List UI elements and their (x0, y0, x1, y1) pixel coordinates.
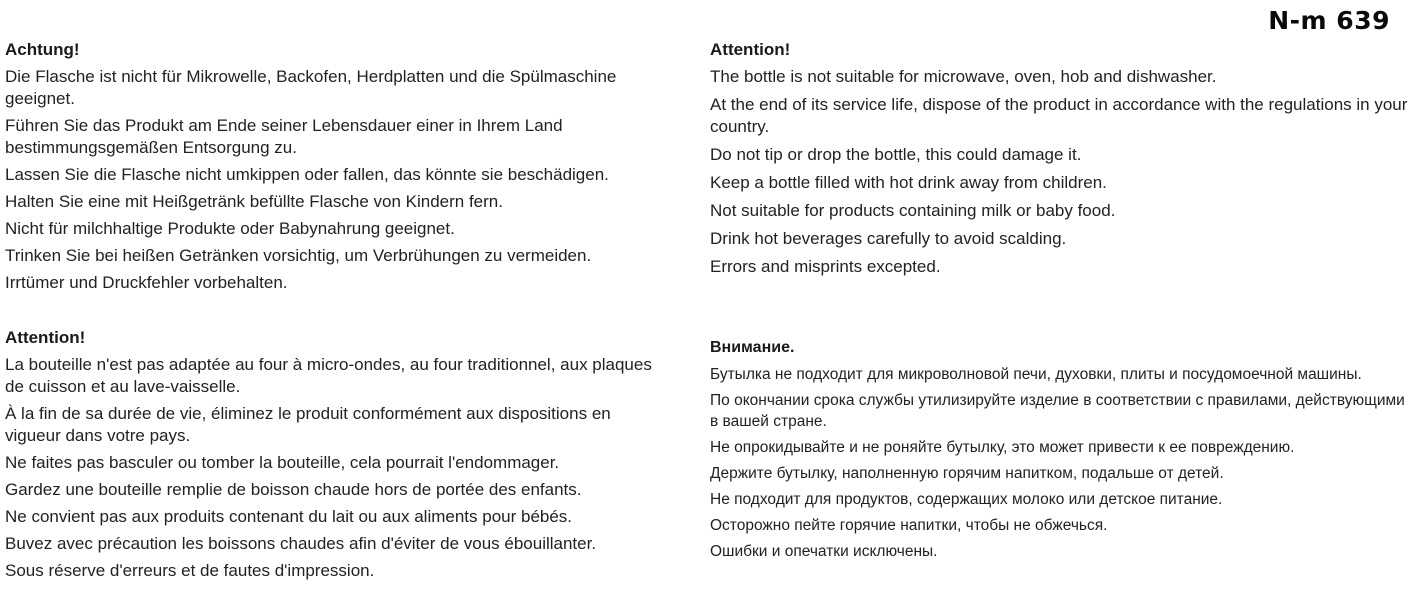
document-code: N-m 639 (1268, 6, 1390, 35)
warning-paragraph: Trinken Sie bei heißen Getränken vorsichtig, um Verbrühungen zu vermeiden. (5, 246, 592, 265)
section-russian-title: Внимание. (710, 339, 795, 356)
warning-paragraph: Do not tip or drop the bottle, this could damage it. (710, 145, 1082, 164)
section-english-title: Attention! (710, 40, 791, 59)
warning-paragraph: Не подходит для продуктов, содержащих молоко или детское питание. (710, 491, 1223, 508)
warning-paragraph: Lassen Sie die Flasche nicht umkippen oder fallen, das könnte sie beschädigen. (5, 165, 609, 184)
warning-paragraph: Бутылка не подходит для микроволновой печи, духовки, плиты и посудомоечной машины. (710, 366, 1362, 383)
warning-paragraph: Drink hot beverages carefully to avoid scalding. (710, 229, 1067, 248)
warning-paragraph: Sous réserve d'erreurs et de fautes d'impression. (5, 561, 375, 580)
warning-paragraph: Buvez avec précaution les boissons chaudes afin d'éviter de vous ébouillanter. (5, 534, 597, 553)
warning-paragraph: At the end of its service life, dispose of the product in accordance with the regulations in your country. (710, 95, 1408, 136)
warning-paragraph: Führen Sie das Produkt am Ende seiner Lebensdauer einer in Ihrem Land bestimmungsgemäßen Entsorgung zu. (5, 116, 563, 157)
warning-paragraph: Ошибки и опечатки исключены. (710, 543, 938, 560)
section-german-title: Achtung! (5, 40, 80, 59)
warning-paragraph: La bouteille n'est pas adaptée au four à micro-ondes, au four traditionnel, aux plaques de cuisson et au lave-vaisselle. (5, 355, 652, 396)
section-russian (710, 338, 1416, 567)
warning-paragraph: Keep a bottle filled with hot drink away from children. (710, 173, 1107, 192)
warning-paragraph: Держите бутылку, наполненную горячим напитком, подальше от детей. (710, 465, 1224, 482)
warning-paragraph: Ne convient pas aux produits contenant du lait ou aux aliments pour bébés. (5, 507, 573, 526)
warning-paragraph: À la fin de sa durée de vie, éliminez le produit conformément aux dispositions en vigueur dans votre pays. (5, 404, 611, 445)
section-french-title: Attention! (5, 328, 86, 347)
warning-paragraph: Die Flasche ist nicht für Mikrowelle, Backofen, Herdplatten und die Spülmaschine geeignet. (5, 67, 617, 108)
section-german (5, 40, 667, 299)
warning-paragraph: The bottle is not suitable for microwave, oven, hob and dishwasher. (710, 67, 1217, 86)
warning-paragraph: Не опрокидывайте и не роняйте бутылку, это может привести к ее повреждению. (710, 439, 1295, 456)
warning-paragraph: Errors and misprints excepted. (710, 257, 941, 276)
warning-paragraph: Ne faites pas basculer ou tomber la bouteille, cela pourrait l'endommager. (5, 453, 560, 472)
warning-paragraph: Nicht für milchhaltige Produkte oder Babynahrung geeignet. (5, 219, 455, 238)
warning-paragraph: Осторожно пейте горячие напитки, чтобы не обжечься. (710, 517, 1108, 534)
warning-paragraph: Halten Sie eine mit Heißgetränk befüllte Flasche von Kindern fern. (5, 192, 503, 211)
warning-paragraph: Irrtümer und Druckfehler vorbehalten. (5, 273, 288, 292)
section-french (5, 328, 670, 587)
warning-paragraph: Not suitable for products containing milk or baby food. (710, 201, 1116, 220)
warning-paragraph: По окончании срока службы утилизируйте изделие в соответствии с правилами, действующими в вашей стране. (710, 392, 1405, 430)
section-english (710, 40, 1410, 284)
warning-paragraph: Gardez une bouteille remplie de boisson chaude hors de portée des enfants. (5, 480, 582, 499)
